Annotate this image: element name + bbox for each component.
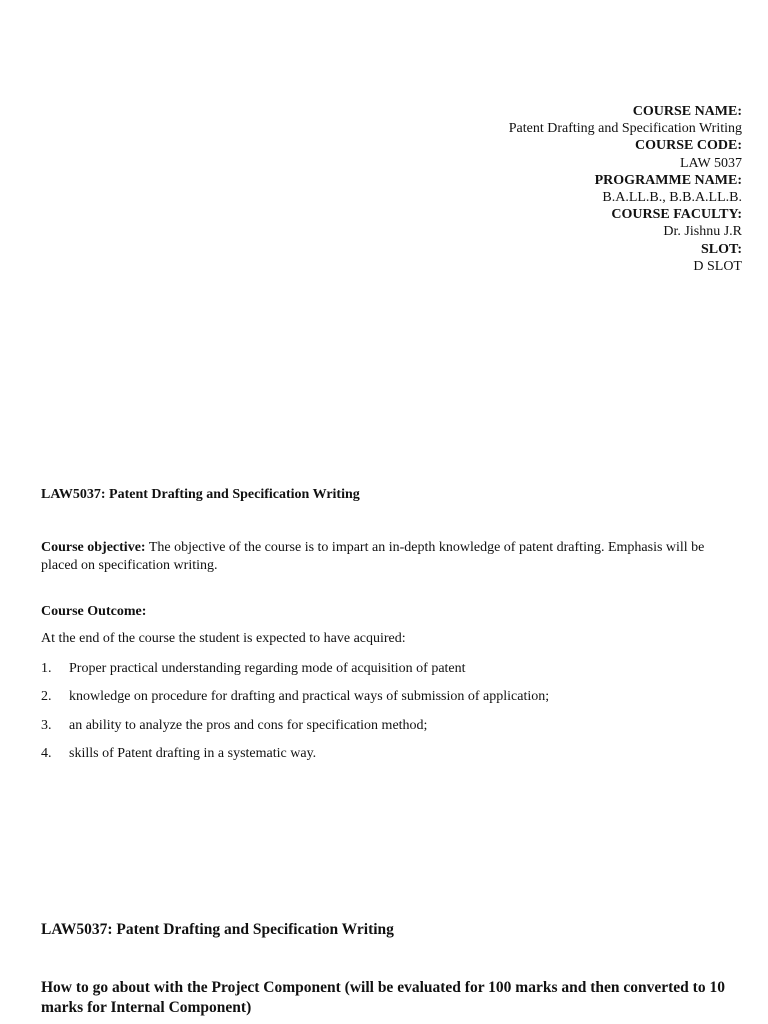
list-item-text: an ability to analyze the pros and cons for specification method; bbox=[69, 717, 428, 733]
project-component-heading: How to go about with the Project Component (will be evaluated for 100 marks and then converted to 10 marks for Internal Component) bbox=[41, 979, 725, 1016]
course-name-value: Patent Drafting and Specification Writing bbox=[508, 121, 742, 137]
programme-name-label: PROGRAMME NAME: bbox=[594, 172, 742, 188]
section-title-2: LAW5037: Patent Drafting and Specification Writing bbox=[41, 921, 394, 938]
list-item-text: skills of Patent drafting in a systematic way. bbox=[69, 745, 317, 761]
list-item-text: knowledge on procedure for drafting and practical ways of submission of application; bbox=[69, 689, 550, 705]
list-item-text: Proper practical understanding regarding mode of acquisition of patent bbox=[69, 661, 466, 676]
list-item-number: 2. bbox=[41, 689, 52, 705]
course-outcome-heading: Course Outcome: bbox=[41, 604, 147, 619]
list-item bbox=[41, 660, 549, 688]
course-info-block bbox=[509, 103, 742, 275]
list-item-number: 3. bbox=[41, 717, 52, 733]
course-code-label: COURSE CODE: bbox=[635, 138, 742, 154]
slot-value: D SLOT bbox=[693, 258, 742, 274]
list-item bbox=[41, 745, 549, 773]
course-name-label: COURSE NAME: bbox=[632, 104, 742, 119]
course-outcome-intro: At the end of the course the student is expected to have acquired: bbox=[41, 631, 406, 646]
list-item bbox=[41, 717, 549, 745]
slot-label: SLOT: bbox=[701, 241, 742, 257]
list-item-number: 4. bbox=[41, 745, 52, 761]
section-title: LAW5037: Patent Drafting and Specification Writing bbox=[41, 487, 360, 502]
course-outcome-list bbox=[41, 660, 549, 773]
list-item-number: 1. bbox=[41, 661, 52, 676]
course-objective bbox=[41, 539, 741, 574]
programme-name-value: B.A.LL.B., B.B.A.LL.B. bbox=[602, 190, 742, 206]
course-objective-text: The objective of the course is to impart an in-depth knowledge of patent drafting. Emphasis will be placed on specification writing. bbox=[41, 540, 705, 573]
course-faculty-value: Dr. Jishnu J.R bbox=[663, 224, 742, 240]
course-faculty-label: COURSE FACULTY: bbox=[611, 207, 742, 223]
course-code-value: LAW 5037 bbox=[679, 155, 742, 171]
list-item bbox=[41, 688, 549, 716]
course-objective-label: Course objective: bbox=[41, 540, 146, 555]
